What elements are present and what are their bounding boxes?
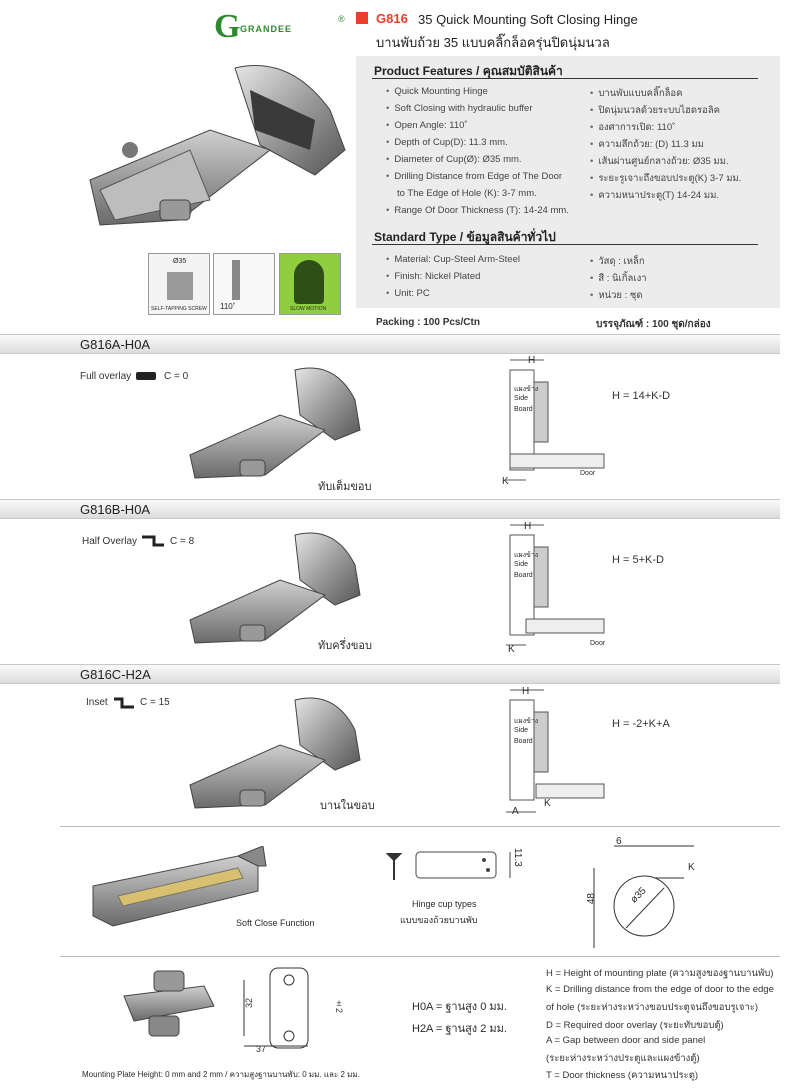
feature-left-8: • Range Of Door Thickness (T): 14-24 mm. <box>386 205 569 216</box>
mounting-note: Mounting Plate Height: 0 mm and 2 mm / ความสูงฐานบานพับ: 0 มม. และ 2 มม. <box>82 1070 360 1079</box>
legend-7: T = Door thickness (ความหนาประตู) <box>546 1070 699 1081</box>
dim-6: 6 <box>616 836 622 847</box>
variant-c-side3: Board <box>514 738 533 745</box>
standard-heading: Standard Type / ข้อมูลสินค้าทั่วไป <box>374 230 556 244</box>
legend-1: H = Height of mounting plate (ความสูงของฐานบานพับ) <box>546 968 774 979</box>
variant-a-door: Door <box>580 470 596 477</box>
angle-thumb <box>213 253 275 315</box>
divider-2 <box>60 956 780 957</box>
variant-b-diagram <box>496 517 606 657</box>
brand-logo-letter: G <box>214 8 241 45</box>
variant-c-side2: Side <box>514 727 529 734</box>
variant-b-formula: H = 5+K-D <box>612 554 664 566</box>
drilling-diagram <box>584 838 704 958</box>
features-rule <box>372 78 758 79</box>
variant-c-overlay: Inset <box>86 697 108 708</box>
standard-left-2: • Finish: Nickel Plated <box>386 271 480 282</box>
half-overlay-icon <box>142 535 164 547</box>
variant-a-overlay: Full overlay <box>80 371 132 382</box>
divider-1 <box>60 826 780 827</box>
feature-right-3: • องศาการเปิด: 110˚ <box>590 120 675 135</box>
variant-b-side2: Side <box>514 561 529 568</box>
variant-a-hinge-image <box>185 360 365 485</box>
standard-right-3: • หน่วย : ชุด <box>590 288 643 303</box>
h2a-label: H2A = ฐานสูง 2 มม. <box>412 1023 507 1035</box>
variant-a-formula: H = 14+K-D <box>612 390 671 402</box>
brand-logo-word: GRANDEE <box>240 24 293 34</box>
title-en: 35 Quick Mounting Soft Closing Hinge <box>418 12 638 27</box>
dim-pm2: ±2 <box>334 998 344 1014</box>
variant-b-hinge-image <box>185 525 365 650</box>
packing-th: บรรจุภัณฑ์ : 100 ชุด/กล่อง <box>596 319 711 330</box>
variant-a-side1: แผงข้าง <box>514 386 539 393</box>
variant-b-k: K <box>508 644 515 655</box>
door-panel-icon <box>232 260 240 300</box>
thumb-angle: 110˚ <box>220 302 236 311</box>
variant-b-code: G816B-H0A <box>80 502 151 517</box>
legend-3: of hole (ระยะห่างระหว่างขอบประตูจนถึงขอบรูเจาะ) <box>546 1002 759 1013</box>
feature-left-4: • Depth of Cup(D): 11.3 mm. <box>386 137 508 148</box>
standard-rule <box>372 244 758 245</box>
mounting-plate-image <box>114 966 224 1046</box>
features-heading: Product Features / คุณสมบัติสินค้า <box>374 64 563 78</box>
variant-b-bar <box>0 499 780 519</box>
legend-5: A = Gap between door and side panel <box>546 1035 706 1046</box>
thumb-slow: SLOW MOTION <box>290 306 327 312</box>
variant-a-th: ทับเต็มขอบ <box>318 481 372 493</box>
variant-a-h: H <box>528 355 536 366</box>
standard-left-1: • Material: Cup-Steel Arm-Steel <box>386 254 520 265</box>
variant-c-c: C = 15 <box>140 697 170 708</box>
variant-b-side3: Board <box>514 572 533 579</box>
feature-right-1: • บานพับแบบคลิ๊กล็อค <box>590 86 682 101</box>
variant-b-h: H <box>524 521 532 532</box>
hinge-hero-image <box>60 50 350 250</box>
variant-c-h: H <box>522 686 530 697</box>
variant-b-th: ทับครึ่งขอบ <box>318 640 372 652</box>
slow-motion-thumb <box>279 253 341 315</box>
feature-right-6: • ระยะรูเจาะถึงขอบประตู(K) 3-7 มม. <box>590 171 741 186</box>
feature-right-4: • ความลึกถ้วย: (D) 11.3 มม <box>590 137 704 152</box>
feature-right-2: • ปิดนุ่มนวลด้วยระบบไฮดรอลิค <box>590 103 720 118</box>
standard-right-2: • สี : นิเกิ้ลเงา <box>590 271 647 286</box>
feature-right-7: • ความหนาประตู(T) 14-24 มม. <box>590 188 719 203</box>
screw-thumb <box>148 253 210 315</box>
feature-left-3: • Open Angle: 110˚ <box>386 120 468 131</box>
mounting-plate-drawing <box>234 966 344 1056</box>
screw-icon-small <box>386 852 402 882</box>
screw-icon <box>167 272 193 300</box>
variant-c-code: G816C-H2A <box>80 667 151 682</box>
variant-a-side2: Side <box>514 395 529 402</box>
silhouette-icon <box>294 260 324 304</box>
cup-type-drawing <box>414 846 524 886</box>
variant-a-k: K <box>502 476 509 487</box>
feature-left-2: • Soft Closing with hydraulic buffer <box>386 103 533 114</box>
full-overlay-icon <box>136 372 156 380</box>
variant-c-k: K <box>544 798 551 809</box>
red-square-icon <box>356 12 368 24</box>
dim-32: 32 <box>244 998 254 1009</box>
variant-c-diagram <box>496 682 606 822</box>
product-code: G816 <box>376 11 408 26</box>
variant-c-a: A <box>512 806 519 817</box>
feature-left-7: to The Edge of Hole (K): 3-7 mm. <box>397 188 537 199</box>
thumb-dia: Ø35 <box>173 258 187 265</box>
inset-icon <box>114 697 134 709</box>
cup-depth: 11.3 <box>512 848 523 867</box>
variant-b-door: Door <box>590 640 606 647</box>
legend-4: D = Required door overlay (ระยะทับขอบตู้) <box>546 1020 724 1031</box>
variant-b-overlay: Half Overlay <box>82 536 138 547</box>
dim-35: ø35 <box>628 885 649 906</box>
variant-c-th: บานในขอบ <box>320 800 375 812</box>
registered-mark: ® <box>338 14 345 24</box>
feature-left-5: • Diameter of Cup(Ø): Ø35 mm. <box>386 154 522 165</box>
standard-left-3: • Unit: PC <box>386 288 430 299</box>
standard-right-1: • วัสดุ : เหล็ก <box>590 254 645 269</box>
variant-a-side3: Board <box>514 406 533 413</box>
dim-37: 37 <box>256 1044 267 1054</box>
packing-en: Packing : 100 Pcs/Ctn <box>376 317 480 328</box>
feature-right-5: • เส้นผ่านศูนย์กลางถ้วย: Ø35 มม. <box>590 154 729 169</box>
variant-c-side1: แผงข้าง <box>514 718 539 725</box>
legend-2: K = Drilling distance from the edge of door to the edge <box>546 984 774 995</box>
variant-b-side1: แผงข้าง <box>514 552 539 559</box>
variant-c-bar <box>0 664 780 684</box>
legend-6: (ระยะห่างระหว่างประตูและแผงข้างตู้) <box>546 1053 700 1064</box>
variant-a-c: C = 0 <box>164 371 189 382</box>
dim-k: K <box>688 862 695 873</box>
cup-types-th: แบบของถ้วยบานพับ <box>400 915 478 925</box>
h0a-label: H0A = ฐานสูง 0 มม. <box>412 1001 507 1013</box>
dim-48: 48 <box>586 893 597 905</box>
cup-types-en: Hinge cup types <box>412 899 477 909</box>
feature-left-6: • Drilling Distance from Edge of The Door <box>386 171 562 182</box>
soft-close-label: Soft Close Function <box>236 918 315 928</box>
variant-b-c: C = 8 <box>170 536 195 547</box>
feature-left-1: • Quick Mounting Hinge <box>386 86 488 97</box>
variant-a-code: G816A-H0A <box>80 337 151 352</box>
thumb-screw-label: SELF-TAPPING SCREW <box>151 306 207 312</box>
title-th: บานพับถ้วย 35 แบบคลิ๊กล็อครุ่นปิดนุ่มนวล <box>376 35 610 50</box>
variant-a-bar <box>0 334 780 354</box>
variant-c-formula: H = -2+K+A <box>612 718 670 730</box>
